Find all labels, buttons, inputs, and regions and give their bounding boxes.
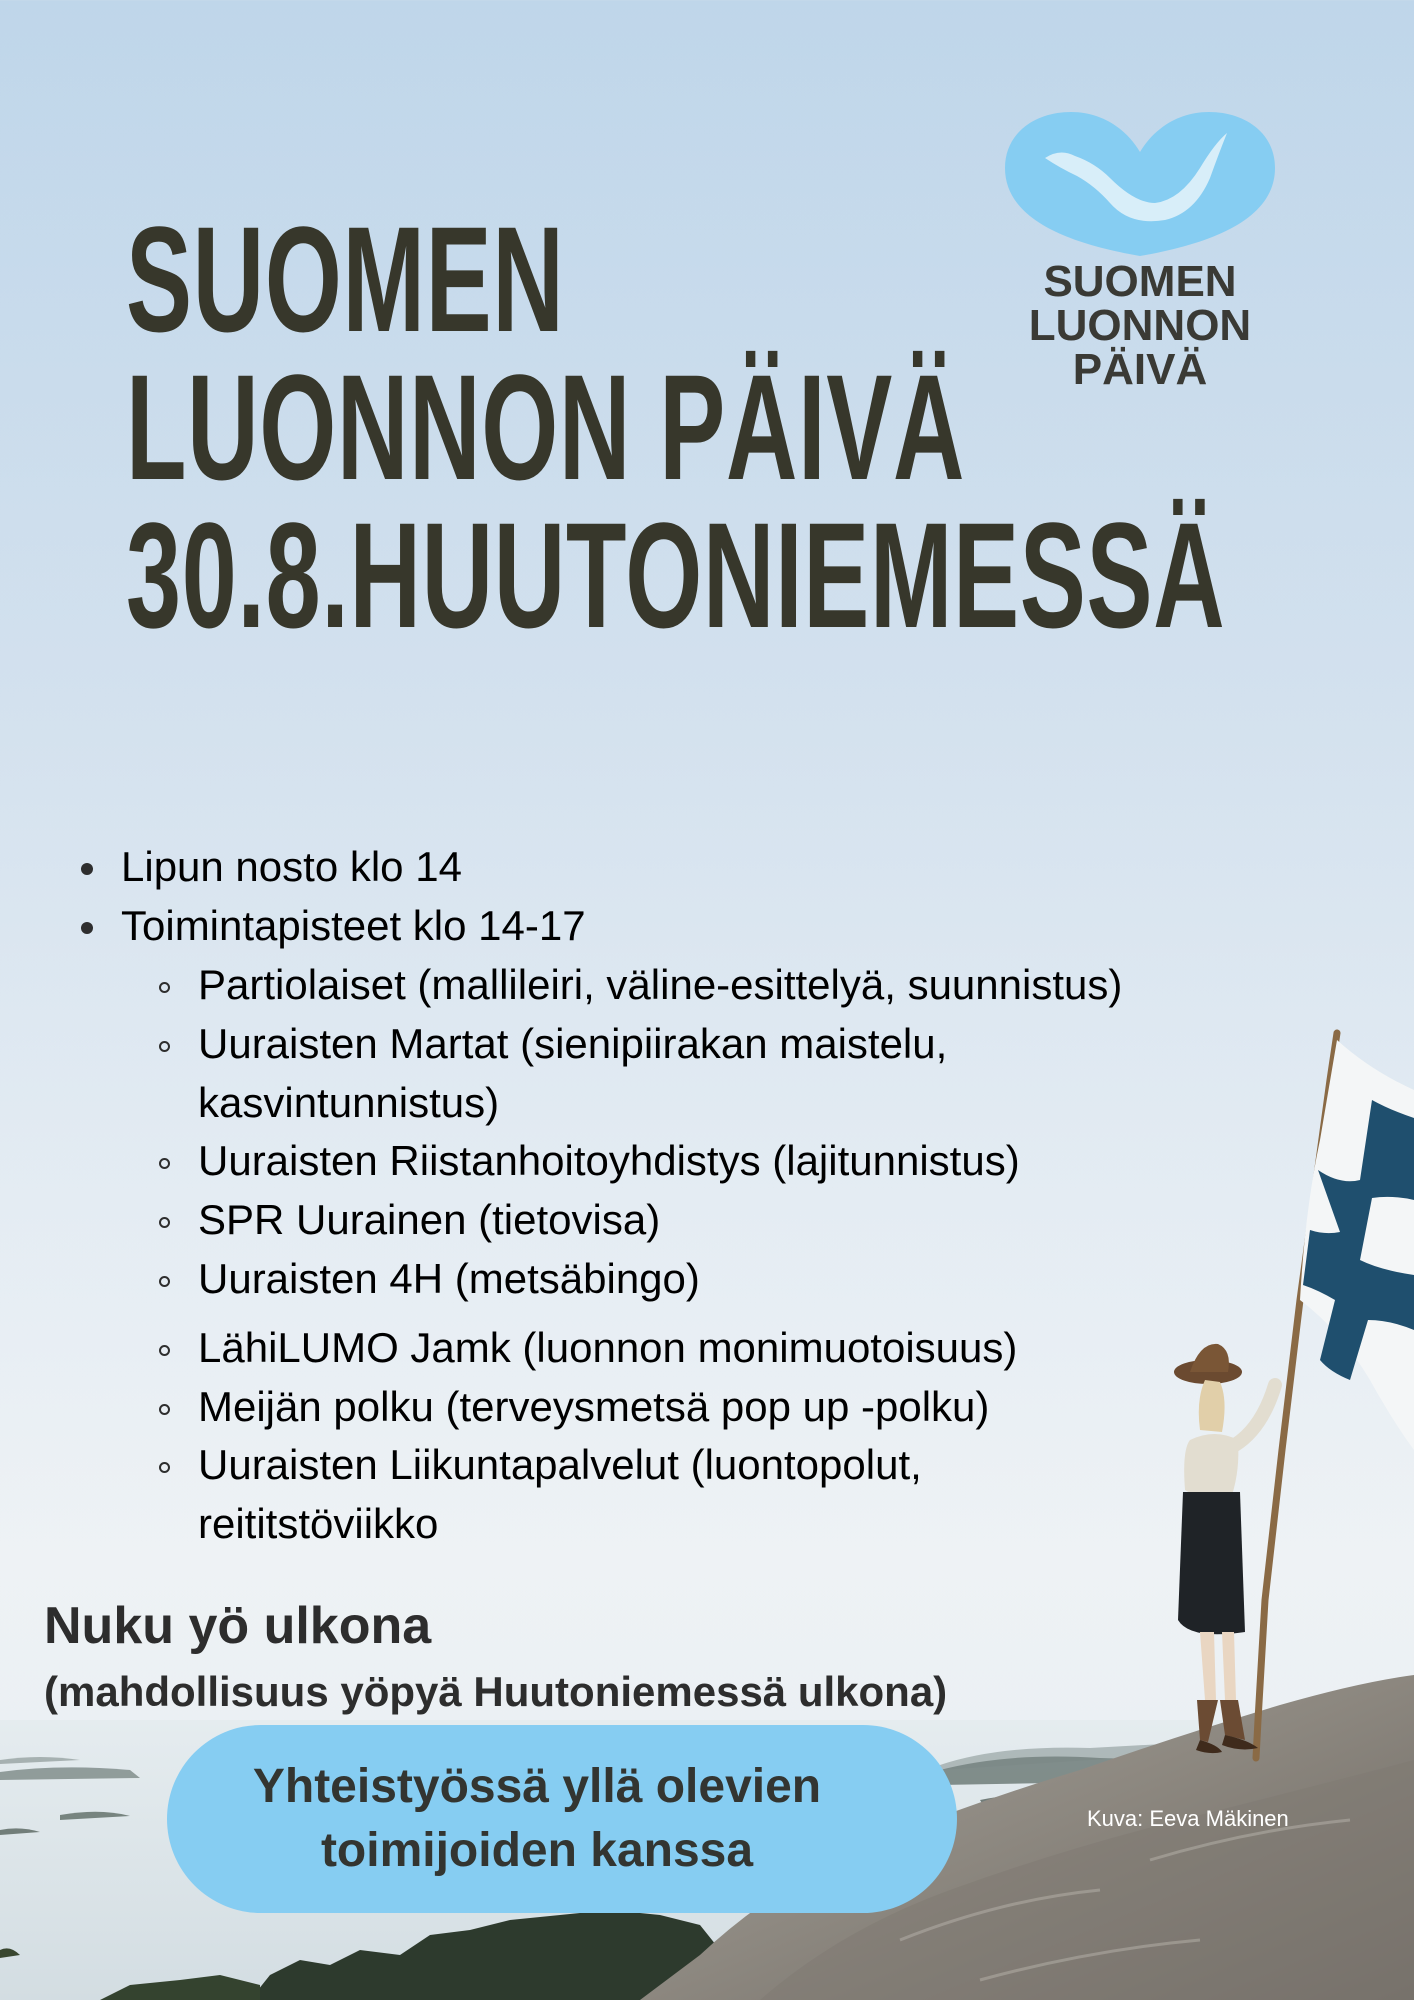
bullet-dot (81, 922, 93, 934)
list-item: Lipun nosto klo 14 (121, 843, 462, 890)
bullet-ring (159, 982, 170, 993)
logo-text (1005, 257, 1275, 394)
bullet-ring (159, 1276, 170, 1287)
list-item: Toimintapisteet klo 14-17 (121, 902, 586, 949)
list-item: LähiLUMO Jamk (luonnon monimuotoisuus) (198, 1324, 1018, 1371)
logo-line-1: SUOMEN (1043, 257, 1237, 306)
photo-credit: Kuva: Eeva Mäkinen (1087, 1806, 1289, 1831)
logo-line-3: PÄIVÄ (1072, 345, 1208, 394)
title-line-1: SUOMEN (126, 195, 565, 363)
bullet-dot (81, 863, 93, 875)
list-item: Uuraisten Riistanhoitoyhdistys (lajitunnistus) (198, 1137, 1020, 1184)
list-item: Uuraisten 4H (metsäbingo) (198, 1255, 700, 1302)
night-title: Nuku yö ulkona (44, 1597, 432, 1655)
bullet-ring (159, 1217, 170, 1228)
cooperation-line-1: Yhteistyössä yllä olevien (252, 1760, 822, 1813)
heart-with-swan-icon (1005, 108, 1275, 258)
bullet-ring (159, 1462, 170, 1473)
list-item: Uuraisten Martat (sienipiirakan maistelu, (198, 1020, 948, 1067)
bullet-ring (159, 1404, 170, 1415)
logo-line-2: LUONNON (1028, 301, 1252, 350)
bullet-ring (159, 1345, 170, 1356)
list-item: Meijän polku (terveysmetsä pop up -polku) (198, 1383, 990, 1430)
list-item: Uuraisten Liikuntapalvelut (luontopolut, (198, 1441, 922, 1488)
cooperation-line-2: toimijoiden kanssa (320, 1824, 754, 1877)
night-subtitle: (mahdollisuus yöpyä Huutoniemessä ulkona) (44, 1668, 948, 1715)
bullet-ring (159, 1041, 170, 1052)
title-line-2: LUONNON PÄIVÄ (126, 343, 966, 511)
title-line-3: 30.8.HUUTONIEMESSÄ (126, 491, 1226, 659)
list-item-continuation: reititstöviikko (198, 1500, 439, 1547)
list-item: Partiolaiset (mallileiri, väline-esittelyä, suunnistus) (198, 961, 1123, 1008)
bullet-ring (159, 1158, 170, 1169)
list-item-continuation: kasvintunnistus) (198, 1079, 500, 1126)
list-item: SPR Uurainen (tietovisa) (198, 1196, 661, 1243)
cooperation-text (167, 1755, 907, 1883)
